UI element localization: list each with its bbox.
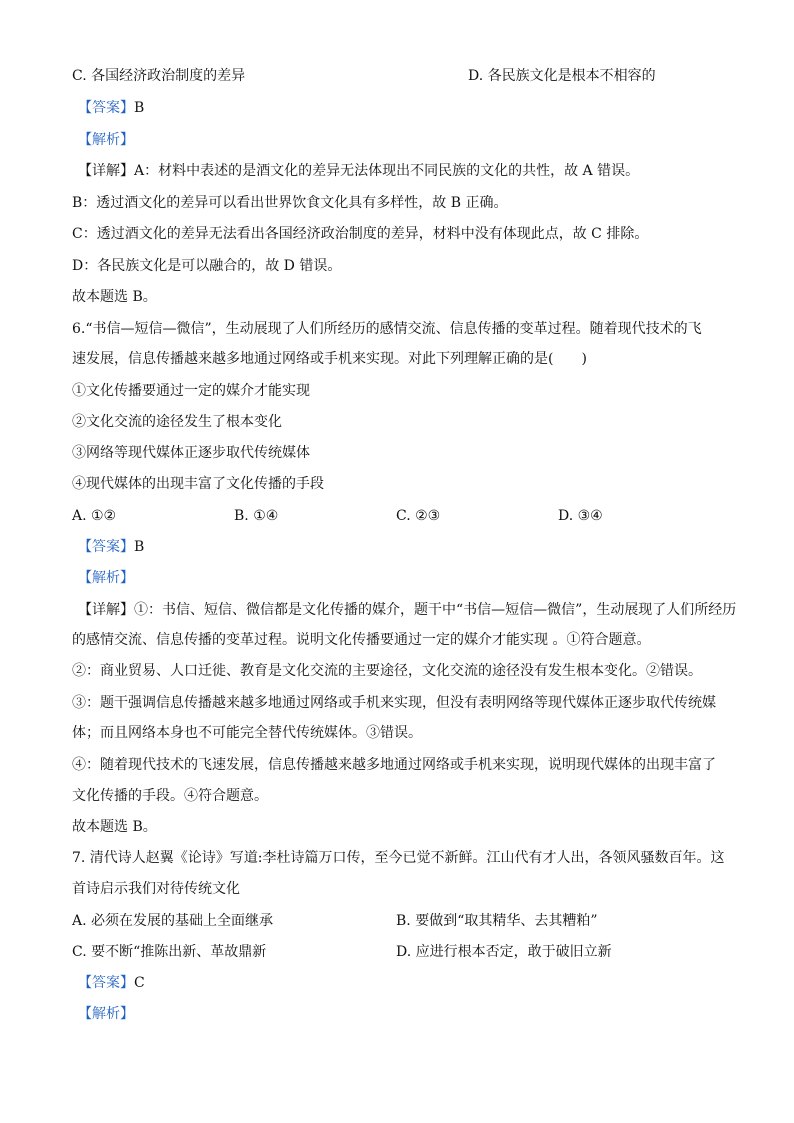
q6-option-b: B. ①④ [234,508,279,524]
q6-detail1-line2: 的感情交流、信息传播的变革过程。说明文化传播要通过一定的媒介才能实现 。①符合题意。 [72,632,651,648]
q6-option-c: C. ②③ [396,508,441,524]
q6-detail3-line2: 体；而且网络本身也不可能完全替代传统媒体。③错误。 [72,725,422,741]
q6-option-d: D. ③④ [558,508,603,524]
analysis-tag: 【解析】 [78,132,134,148]
q6-item2: ②文化交流的途径发生了根本变化 [72,414,282,430]
q6-answer [78,537,144,557]
q7-analysis [78,1004,134,1024]
detail-text: A：材料中表述的是酒文化的差异无法体现出不同民族的文化的共性，故 A 错误。 [134,163,640,179]
q6-detail3-line1: ③：题干强调信息传播越来越多地通过网络或手机来实现，但没有表明网络等现代媒体正逐步取代传统媒 [72,695,716,711]
q6-detail4-line1: ④：随着现代技术的飞速发展，信息传播越来越多地通过网络或手机来实现，说明现代媒体的出现丰富了 [72,757,716,773]
q5-detail-a [78,161,639,181]
q6-options [72,506,722,526]
detail-tag: 【详解】 [78,602,134,618]
q6-detail1-line1 [78,600,736,620]
detail-text: ①：书信、短信、微信都是文化传播的媒介，题干中“书信—短信—微信”，生动展现了人们所经历 [134,602,737,618]
answer-value: B [134,100,145,116]
q6-stem-line1: 6.“书信—短信—微信”，生动展现了人们所经历的感情交流、信息传播的变革过程。随着现代技术的飞 [72,321,702,337]
q6-detail4-line2: 文化传播的手段。④符合题意。 [72,788,268,804]
q5-option-d: D. 各民族文化是根本不相容的 [468,68,656,84]
analysis-tag: 【解析】 [78,1006,134,1022]
q5-detail-b: B：透过酒文化的差异可以看出世界饮食文化具有多样性，故 B 正确。 [72,195,508,211]
q6-item3: ③网络等现代媒体正逐步取代传统媒体 [72,445,310,461]
q5-analysis [78,130,134,150]
q6-item4: ④现代媒体的出现丰富了文化传播的手段 [72,476,324,492]
q7-stem-line2: 首诗启示我们对待传统文化 [72,881,240,897]
q6-option-a: A. ①② [72,508,117,524]
q7-option-b: B. 要做到“取其精华、去其糟粕” [396,913,598,929]
answer-value: B [134,539,145,555]
detail-tag: 【详解】 [78,163,134,179]
q7-stem-line1: 7. 清代诗人赵翼《论诗》写道:李杜诗篇万口传，至今已觉不新鲜。江山代有才人出，各领风骚数百年。这 [72,850,725,866]
q7-options-cd [72,942,612,962]
q7-option-d: D. 应进行根本否定，敢于破旧立新 [396,944,612,960]
q7-option-a: A. 必须在发展的基础上全面继承 [72,913,274,929]
q6-analysis [78,568,134,588]
q5-options-cd [72,66,656,86]
answer-tag: 【答案】 [78,539,134,555]
q7-option-c: C. 要不断“推陈出新、革故鼎新 [72,944,267,960]
answer-tag: 【答案】 [78,100,134,116]
q5-answer [78,98,144,118]
analysis-tag: 【解析】 [78,570,134,586]
answer-value: C [134,975,145,991]
q7-options-ab [72,911,598,931]
q6-detail2: ②：商业贸易、人口迁徙、教育是文化交流的主要途径，文化交流的途径没有发生根本变化。②错误。 [72,663,702,679]
q5-option-c: C. 各国经济政治制度的差异 [72,68,246,84]
q6-stem-line2: 速发展，信息传播越来越多地通过网络或手机来实现。对此下列理解正确的是( ) [72,351,587,367]
q5-detail-d: D：各民族文化是可以融合的，故 D 错误。 [72,258,342,274]
answer-tag: 【答案】 [78,975,134,991]
q6-item1: ①文化传播要通过一定的媒介才能实现 [72,383,310,399]
q5-conclusion: 故本题选 B。 [72,289,157,305]
q5-detail-c: C：透过酒文化的差异无法看出各国经济政治制度的差异，材料中没有体现此点，故 C 排除。 [72,226,649,242]
q6-conclusion: 故本题选 B。 [72,819,157,835]
q7-answer [78,973,145,993]
